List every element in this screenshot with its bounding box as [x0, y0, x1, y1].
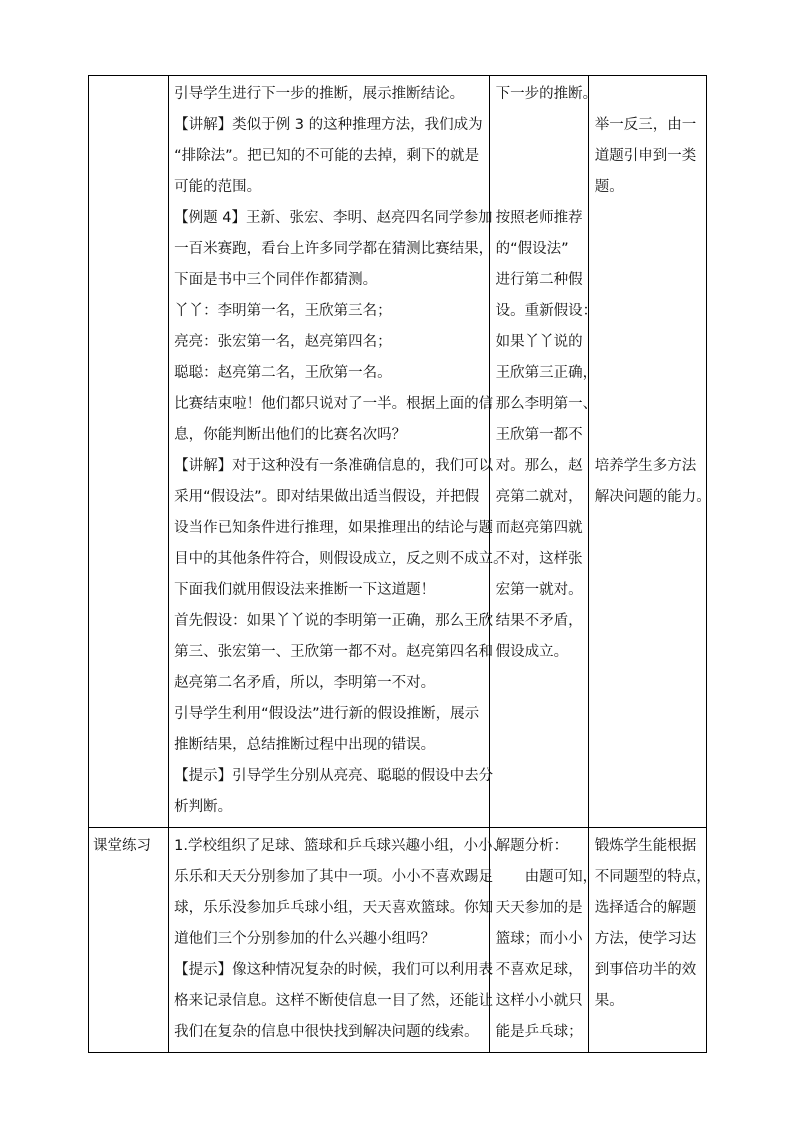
student-activity-bottom	[495, 203, 598, 668]
student-activity-cell	[489, 828, 598, 1053]
text-line: 篮球；而小小	[495, 931, 583, 947]
text-line: 而赵亮第四就	[495, 520, 583, 536]
text-line: 解题分析：	[495, 838, 569, 854]
text-line: 到事倍功半的效	[594, 962, 697, 978]
spacer	[595, 389, 704, 420]
text-line: 格来记录信息。这样不断使信息一目了然，还能让	[174, 993, 494, 1009]
spacer	[595, 296, 704, 327]
text-line: 王欣第三正确，	[495, 365, 598, 381]
spacer	[496, 172, 586, 203]
design-intent-text	[589, 76, 711, 517]
text-line: “排除法”。把已知的不可能的去掉，剩下的就是	[174, 148, 480, 164]
text-line: 首先假设：如果丫丫说的李明第一正确，那么王欣	[174, 613, 494, 629]
text-line: 进行第二种假	[495, 272, 583, 288]
text-line: 能是乒乓球；	[495, 1024, 583, 1040]
text-line: 不同题型的特点，	[594, 869, 711, 885]
text-line: 设当作已知条件进行推理，如果推理出的结论与题	[174, 520, 494, 536]
text-line: 方法，使学习达	[594, 931, 697, 947]
text-line: 比赛结束啦！他们都只说对了一半。根据上面的信	[174, 396, 494, 412]
table-row-teaching-process	[89, 76, 707, 828]
text-line: 宏第一就对。	[495, 582, 583, 598]
spacer	[595, 203, 704, 234]
spacer	[595, 358, 704, 389]
text-line: 【讲解】类似于例 3 的这种推理方法，我们成为	[174, 117, 483, 133]
text-line: 【例题 4】王新、张宏、李明、赵亮四名同学参加	[174, 210, 493, 226]
text-line: 不对，这样张	[495, 551, 583, 567]
text-line: 引导学生进行下一步的推断，展示推断结论。	[174, 86, 465, 102]
spacer	[595, 327, 704, 358]
text-line: 【提示】引导学生分别从亮亮、聪聪的假设中去分	[174, 768, 494, 784]
spacer	[496, 141, 586, 172]
text-line: 【讲解】对于这种没有一条准确信息的，我们可以	[174, 458, 494, 474]
text-line: 按照老师推荐	[495, 210, 583, 226]
student-activity-cell	[489, 76, 598, 828]
design-intent-cell	[588, 76, 711, 828]
student-activity-text	[490, 76, 598, 672]
spacer	[595, 420, 704, 451]
text-line: 引导学生利用“假设法”进行新的假设推断，展示	[174, 706, 480, 722]
text-line: 道他们三个分别参加的什么兴趣小组吗？	[174, 931, 436, 947]
text-line: 采用“假设法”。即对结果做出适当假设，并把假	[174, 489, 480, 505]
text-line: 下一步的推断。	[495, 86, 598, 102]
text-line: 结果不矛盾，	[495, 613, 583, 629]
text-line: 球，乐乐没参加乒乓球小组，天天喜欢篮球。你知	[174, 900, 494, 916]
design-intent-top	[595, 110, 704, 203]
text-line: 的“假设法”	[495, 241, 569, 257]
text-line: 锻炼学生能根据	[594, 838, 697, 854]
text-line: 不喜欢足球，	[495, 962, 583, 978]
text-line: 对。那么，赵	[495, 458, 583, 474]
text-line: 下面是书中三个同伴作都猜测。	[174, 272, 378, 288]
text-line: 如果丫丫说的	[495, 334, 583, 350]
row-label-cell	[89, 76, 169, 828]
text-line: 乐乐和天天分别参加了其中一项。小小不喜欢踢足	[174, 869, 494, 885]
text-line: 目中的其他条件符合，则假设成立，反之则不成立。	[174, 551, 508, 567]
text-line: 亮第二就对，	[495, 489, 583, 505]
text-line: 亮亮：张宏第一名，赵亮第四名；	[174, 334, 392, 350]
text-line: 下面我们就用假设法来推断一下这道题！	[174, 582, 436, 598]
solution-analysis-text	[490, 828, 598, 1052]
row-label	[89, 76, 168, 79]
text-line: 析判断。	[174, 799, 233, 815]
text-line: 我们在复杂的信息中很快找到解决问题的线索。	[174, 1024, 479, 1040]
text-line: 聪聪：赵亮第二名，王欣第一名。	[174, 365, 392, 381]
text-line: 选择适合的解题	[594, 900, 697, 916]
text-line: 一百米赛跑，看台上许多同学都在猜测比赛结果，	[174, 241, 494, 257]
table-row-class-practice	[89, 828, 707, 1053]
text-line: 可能的范围。	[174, 179, 262, 195]
text-line: 息，你能判断出他们的比赛名次吗？	[174, 427, 407, 443]
text-line: 举一反三，由一	[594, 117, 697, 133]
lesson-plan-table	[88, 75, 711, 1053]
text-line: 王欣第一都不	[495, 427, 583, 443]
student-activity-top	[495, 79, 598, 110]
text-line: 1.学校组织了足球、篮球和乒乓球兴趣小组，小小、	[174, 838, 507, 854]
text-line: 那么李明第一、	[495, 396, 598, 412]
spacer	[595, 265, 704, 296]
text-line: 设。重新假设：	[495, 303, 598, 319]
text-line: 题。	[594, 179, 624, 195]
text-line: 由题可知，	[524, 869, 598, 885]
text-line: 培养学生多方法	[594, 458, 697, 474]
text-line: 解决问题的能力。	[594, 489, 711, 505]
text-line: 丫丫：李明第一名，王欣第三名；	[174, 303, 392, 319]
text-line: 果。	[594, 993, 624, 1009]
row-label-class-practice: 课堂练习	[93, 838, 151, 854]
practice-intent-text	[589, 828, 711, 1021]
text-line: 假设成立。	[495, 644, 569, 660]
text-line: 赵亮第二名矛盾，所以，李明第一不对。	[174, 675, 436, 691]
teacher-activity-text	[169, 76, 508, 827]
text-line: 【提示】像这种情况复杂的时候，我们可以利用表	[174, 962, 494, 978]
spacer	[595, 79, 704, 110]
solution-analysis-rest	[496, 893, 586, 1048]
spacer	[496, 110, 586, 141]
teacher-activity-cell	[169, 76, 508, 828]
design-intent-bottom	[594, 451, 711, 513]
teacher-activity-cell	[169, 828, 507, 1053]
text-line: 第三、张宏第一、王欣第一都不对。赵亮第四名和	[174, 644, 494, 660]
row-label-cell	[89, 828, 169, 1053]
text-line: 推断结果，总结推断过程中出现的错误。	[174, 737, 436, 753]
text-line: 道题引申到一类	[594, 148, 697, 164]
spacer	[595, 234, 704, 265]
practice-question-text	[169, 828, 507, 1052]
design-intent-cell	[588, 828, 711, 1053]
text-line: 这样小小就只	[495, 993, 583, 1009]
text-line: 天天参加的是	[495, 900, 583, 916]
